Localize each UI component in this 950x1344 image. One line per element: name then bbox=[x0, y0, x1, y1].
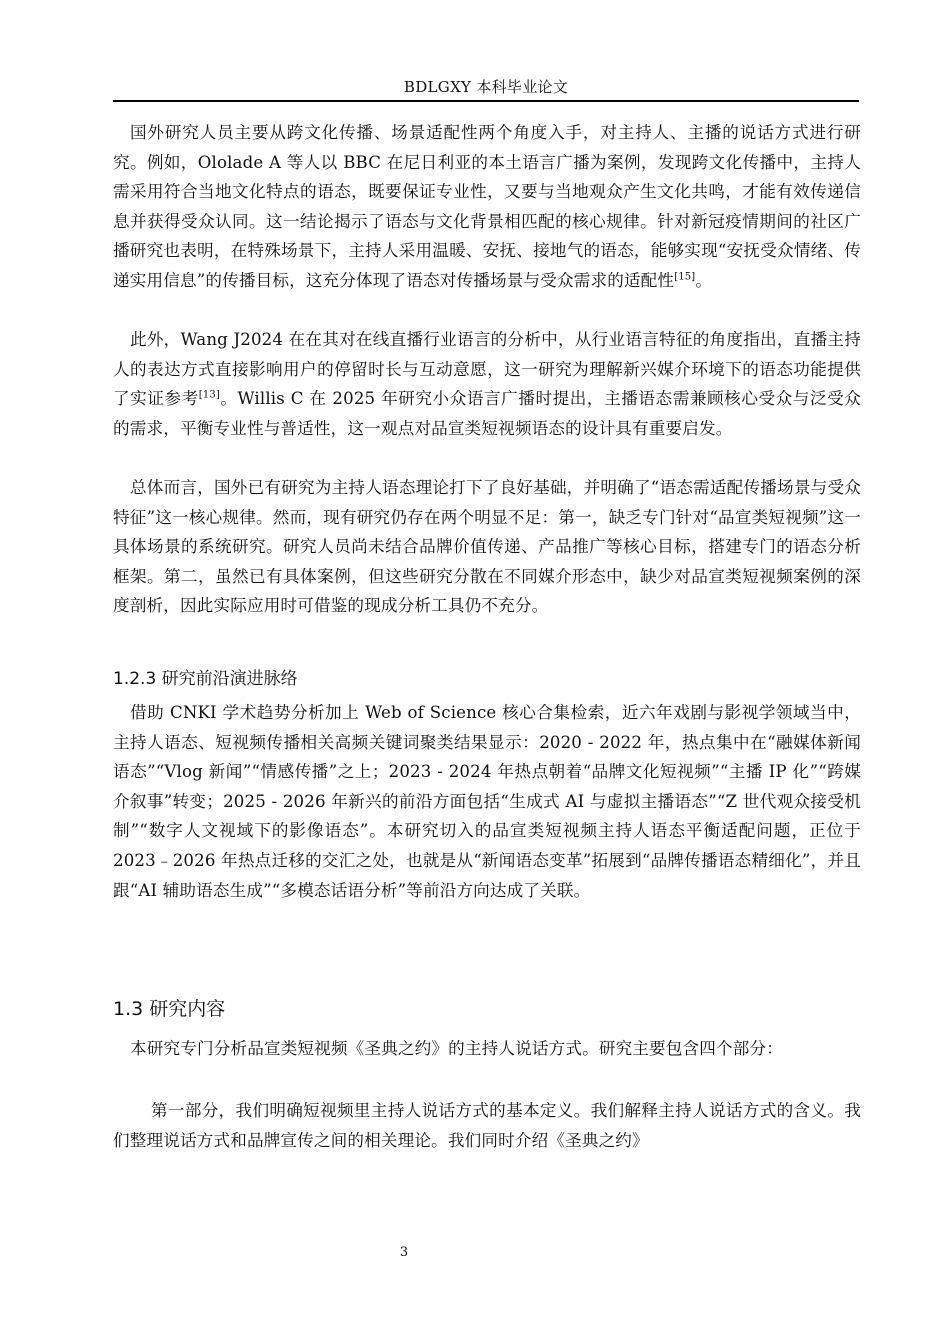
page-footer bbox=[0, 1245, 808, 1260]
paragraph-text: 本研究专门分析品宣类短视频《圣典之约》的主持人说话方式。研究主要包含四个部分： bbox=[130, 1039, 784, 1058]
paragraph-summary bbox=[113, 473, 861, 650]
citation-13: [13] bbox=[198, 389, 220, 401]
section-heading-1-2-3: 1.2.3 研究前沿演进脉络 bbox=[113, 669, 298, 689]
document-body bbox=[113, 118, 861, 1155]
header-divider bbox=[113, 100, 859, 102]
running-header: BDLGXY 本科毕业论文 bbox=[403, 78, 569, 96]
paragraph-text: 第一部分，我们明确短视频里主持人说话方式的基本定义。我们解释主持人说话方式的含义。我们整理说话方式和品牌宣传之间的相关理论。我们同时介绍《圣典之约》 bbox=[113, 1101, 861, 1150]
section-heading-1-3: 1.3 研究内容 bbox=[113, 998, 226, 1020]
paragraph-research-content-intro bbox=[113, 1034, 861, 1094]
paragraph-text-continued: 。Willis C 在 2025 年研究小众语言广播时提出，主播语态需兼顾核心受众与泛受众的需求，平衡专业性与普适性，这一观点对品宣类短视频语态的设计具有重要启发。 bbox=[113, 389, 862, 438]
paragraph-end: 。 bbox=[695, 270, 713, 290]
paragraph-part-one bbox=[113, 1096, 861, 1155]
paragraph-text: 国外研究人员主要从跨文化传播、场景适配性两个角度入手，对主持人、主播的说话方式进行研究。例如，Ololade A 等人以 BBC 在尼日利亚的本土语言广播为案例，发现跨文化传播中，主持人需采用符合当地文化特点的语态，既要保证专业性，又要与当地观众产生文化共鸣，才能有效传递信息并获得受众认同。这一结论揭示了语态与文化背景相匹配的核心规律。针对新冠疫情期间的社区广播研究也表明，在特殊场景下，主持人采用温暖、安抚、接地气的语态，能够实现“安抚受众情绪、传递实用信息”的传播目标，这充分体现了语态对传播场景与受众需求的适配性 bbox=[113, 123, 861, 290]
paragraph-text: 此外，Wang J2024 在在其对在线直播行业语言的分析中，从行业语言特征的角度指出，直播主持人的表达方式直接影响用户的停留时长与互动意愿，这一研究为理解新兴媒介环境下的语态功能提供了实证参考 bbox=[113, 330, 861, 409]
page-number: 3 bbox=[399, 1245, 409, 1260]
paragraph-research-frontier bbox=[113, 698, 861, 978]
paragraph-additional-research bbox=[113, 325, 861, 473]
paragraph-text: 总体而言，国外已有研究为主持人语态理论打下了良好基础，并明确了“语态需适配传播场景与受众特征”这一核心规律。然而，现有研究仍存在两个明显不足：第一，缺乏专门针对“品宣类短视频”这一具体场景的系统研究。研究人员尚未结合品牌价值传递、产品推广等核心目标，搭建专门的语态分析框架。第二，虽然已有具体案例，但这些研究分散在不同媒介形态中，缺少对品宣类短视频案例的深度剖析，因此实际应用时可借鉴的现成分析工具仍不充分。 bbox=[113, 478, 861, 616]
paragraph-foreign-research bbox=[113, 118, 861, 325]
citation-15: [15] bbox=[674, 271, 696, 283]
paragraph-text: 借助 CNKI 学术趋势分析加上 Web of Science 核心合集检索，近六年戏剧与影视学领域当中，主持人语态、短视频传播相关高频关键词聚类结果显示：2020 - 2022 年，热点集中在“融媒体新闻语态”“Vlog 新闻”“情感传播”之上；2023 - 2024 年热点朝着“品牌文化短视频”“主播 IP 化”“跨媒介叙事”转变；2025 - 2026 年新兴的前沿方面包括“生成式 AI 与虚拟主播语态”“Z 世代观众接受机制”“数字人文视域下的影像语态”。本研究切入的品宣类短视频主持人语态平衡适配问题，正位于 2023﹣2026 年热点迁移的交汇之处，也就是从“新闻语态变革”拓展到“品牌传播语态精细化”，并且跟“AI 辅助语态生成”“多模态话语分析”等前沿方向达成了关联。 bbox=[113, 703, 861, 900]
